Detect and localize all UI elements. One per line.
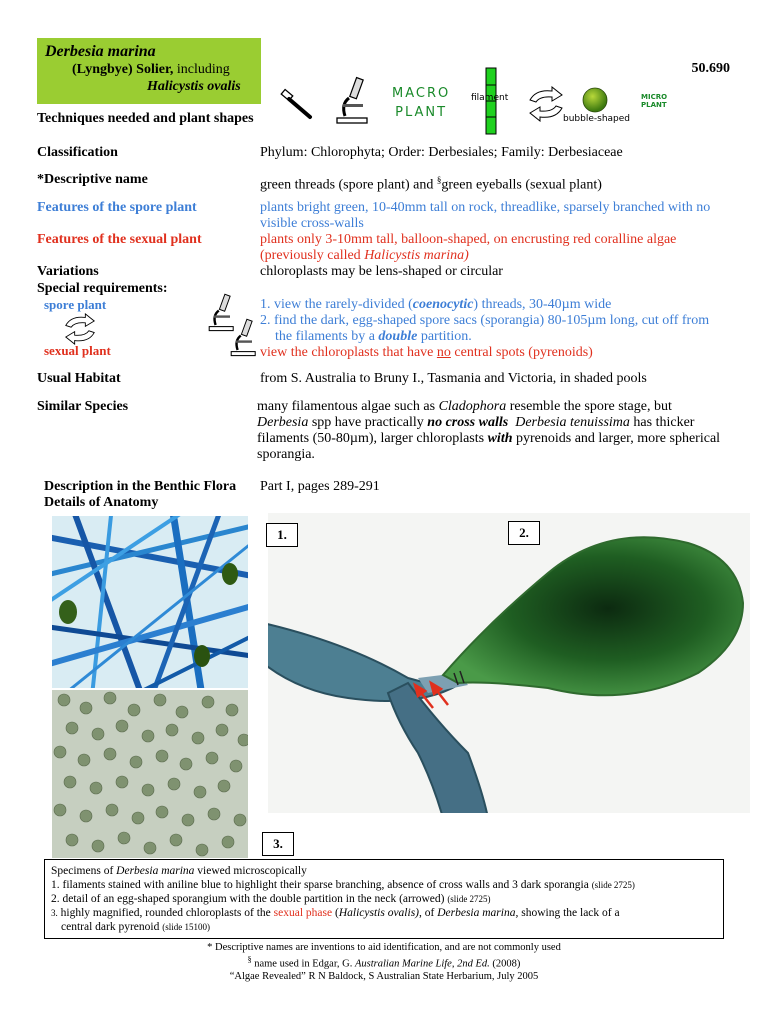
similar-species-label: Similar Species (37, 399, 129, 414)
variations-value: chloroplasts may be lens-shaped or circular (260, 264, 503, 279)
sexual-plant-label: sexual plant (44, 343, 111, 358)
microscope-icon (333, 76, 373, 126)
descriptive-label: *Descriptive name (37, 172, 148, 187)
macro-plant-label: MACRO PLANT (392, 86, 451, 120)
micrograph-sporangium (268, 513, 750, 813)
figure-caption: Specimens of Derbesia marina viewed microscopically 1. filaments stained with aniline blue to highlight their sparse branching, absence of cross walls and 3 dark sporangia (slide 2725) 2. detail of an egg-shaped sporangium with the double partition in the neck (arrowed) (slide 2725) 3. highly magnified, rounded chloroplasts of the sexual phase (Halicystis ovalis), of Derbesia marina, showing the lack of a central dark pyrenoid (slide 15100) (44, 859, 724, 939)
benthic-flora-label: Description in the Benthic Flora (44, 479, 237, 494)
synonym-name: Halicystis ovalis (147, 79, 241, 94)
figure-label-3: 3. (262, 832, 294, 856)
spore-plant-label: spore plant (44, 297, 107, 312)
footer-credit: “Algae Revealed” R N Baldock, S Australian State Herbarium, July 2005 (229, 970, 539, 982)
techniques-label: Techniques needed and plant shapes (37, 111, 254, 126)
micrograph-filaments (52, 516, 248, 688)
species-name: Derbesia marina (45, 43, 156, 60)
species-author: (Lyngbye) Solier, including (72, 62, 230, 77)
spore-features-label: Features of the spore plant (37, 200, 197, 215)
habitat-value: from S. Australia to Bruny I., Tasmania and Victoria, in shaded pools (260, 371, 647, 386)
razor-blade-icon (280, 86, 314, 120)
special-requirements-label: Special requirements: (37, 281, 168, 296)
classification-value: Phylum: Chlorophyta; Order: Derbesiales; Family: Derbesiaceae (260, 145, 623, 160)
title-box (37, 38, 261, 104)
filament-label: filament (471, 93, 509, 103)
sexual-features-value: plants only 3-10mm tall, balloon-shaped, on encrusting red coralline algae (previously called Halicystis marina) (260, 232, 677, 263)
habitat-label: Usual Habitat (37, 371, 121, 386)
page-code: 50.690 (691, 61, 730, 76)
figure-label-2: 2. (508, 521, 540, 545)
bubble-shape-icon (582, 87, 608, 113)
cycle-arrows-icon (58, 313, 102, 345)
footer (0, 942, 768, 983)
benthic-flora-value: Part I, pages 289-291 (260, 479, 380, 494)
similar-species-value: many filamentous algae such as Cladophora resemble the spore stage, but Derbesia spp have practically no cross walls Derbesia tenuissima has thicker filaments (50-80µm), larger chloroplasts with pyrenoids and larger, more spherical sporangia. (257, 399, 721, 462)
micro-plant-label: MICRO PLANT (641, 93, 668, 109)
footer-note-descriptive: * Descriptive names are inventions to aid identification, and are not commonly used (207, 942, 561, 953)
microscope-icon (228, 318, 260, 358)
variations-label: Variations (37, 264, 99, 279)
anatomy-label: Details of Anatomy (44, 495, 159, 510)
sexual-features-label: Features of the sexual plant (37, 232, 202, 247)
special-spore-item-1: 1. view the rarely-divided (coenocytic) threads, 30-40µm wide (260, 297, 612, 312)
special-sexual-item: view the chloroplasts that have no central spots (pyrenoids) (260, 345, 593, 360)
figure-label-1: 1. (266, 523, 298, 547)
classification-label: Classification (37, 145, 118, 160)
spore-features-value: plants bright green, 10-40mm tall on rock, threadlike, sparsely branched with no visible cross-walls (260, 200, 711, 231)
special-spore-item-2: 2. find the dark, egg-shaped spore sacs (sporangia) 80-105µm long, cut off from the filaments by a double partition. (260, 313, 710, 344)
micrograph-chloroplasts (52, 690, 248, 858)
descriptive-value: green threads (spore plant) and §green eyeballs (sexual plant) (260, 175, 602, 193)
bubble-label: bubble-shaped (563, 114, 630, 124)
footer-note-edgar: § name used in Edgar, G. Australian Marine Life, 2nd Ed. (2008) (247, 955, 521, 970)
